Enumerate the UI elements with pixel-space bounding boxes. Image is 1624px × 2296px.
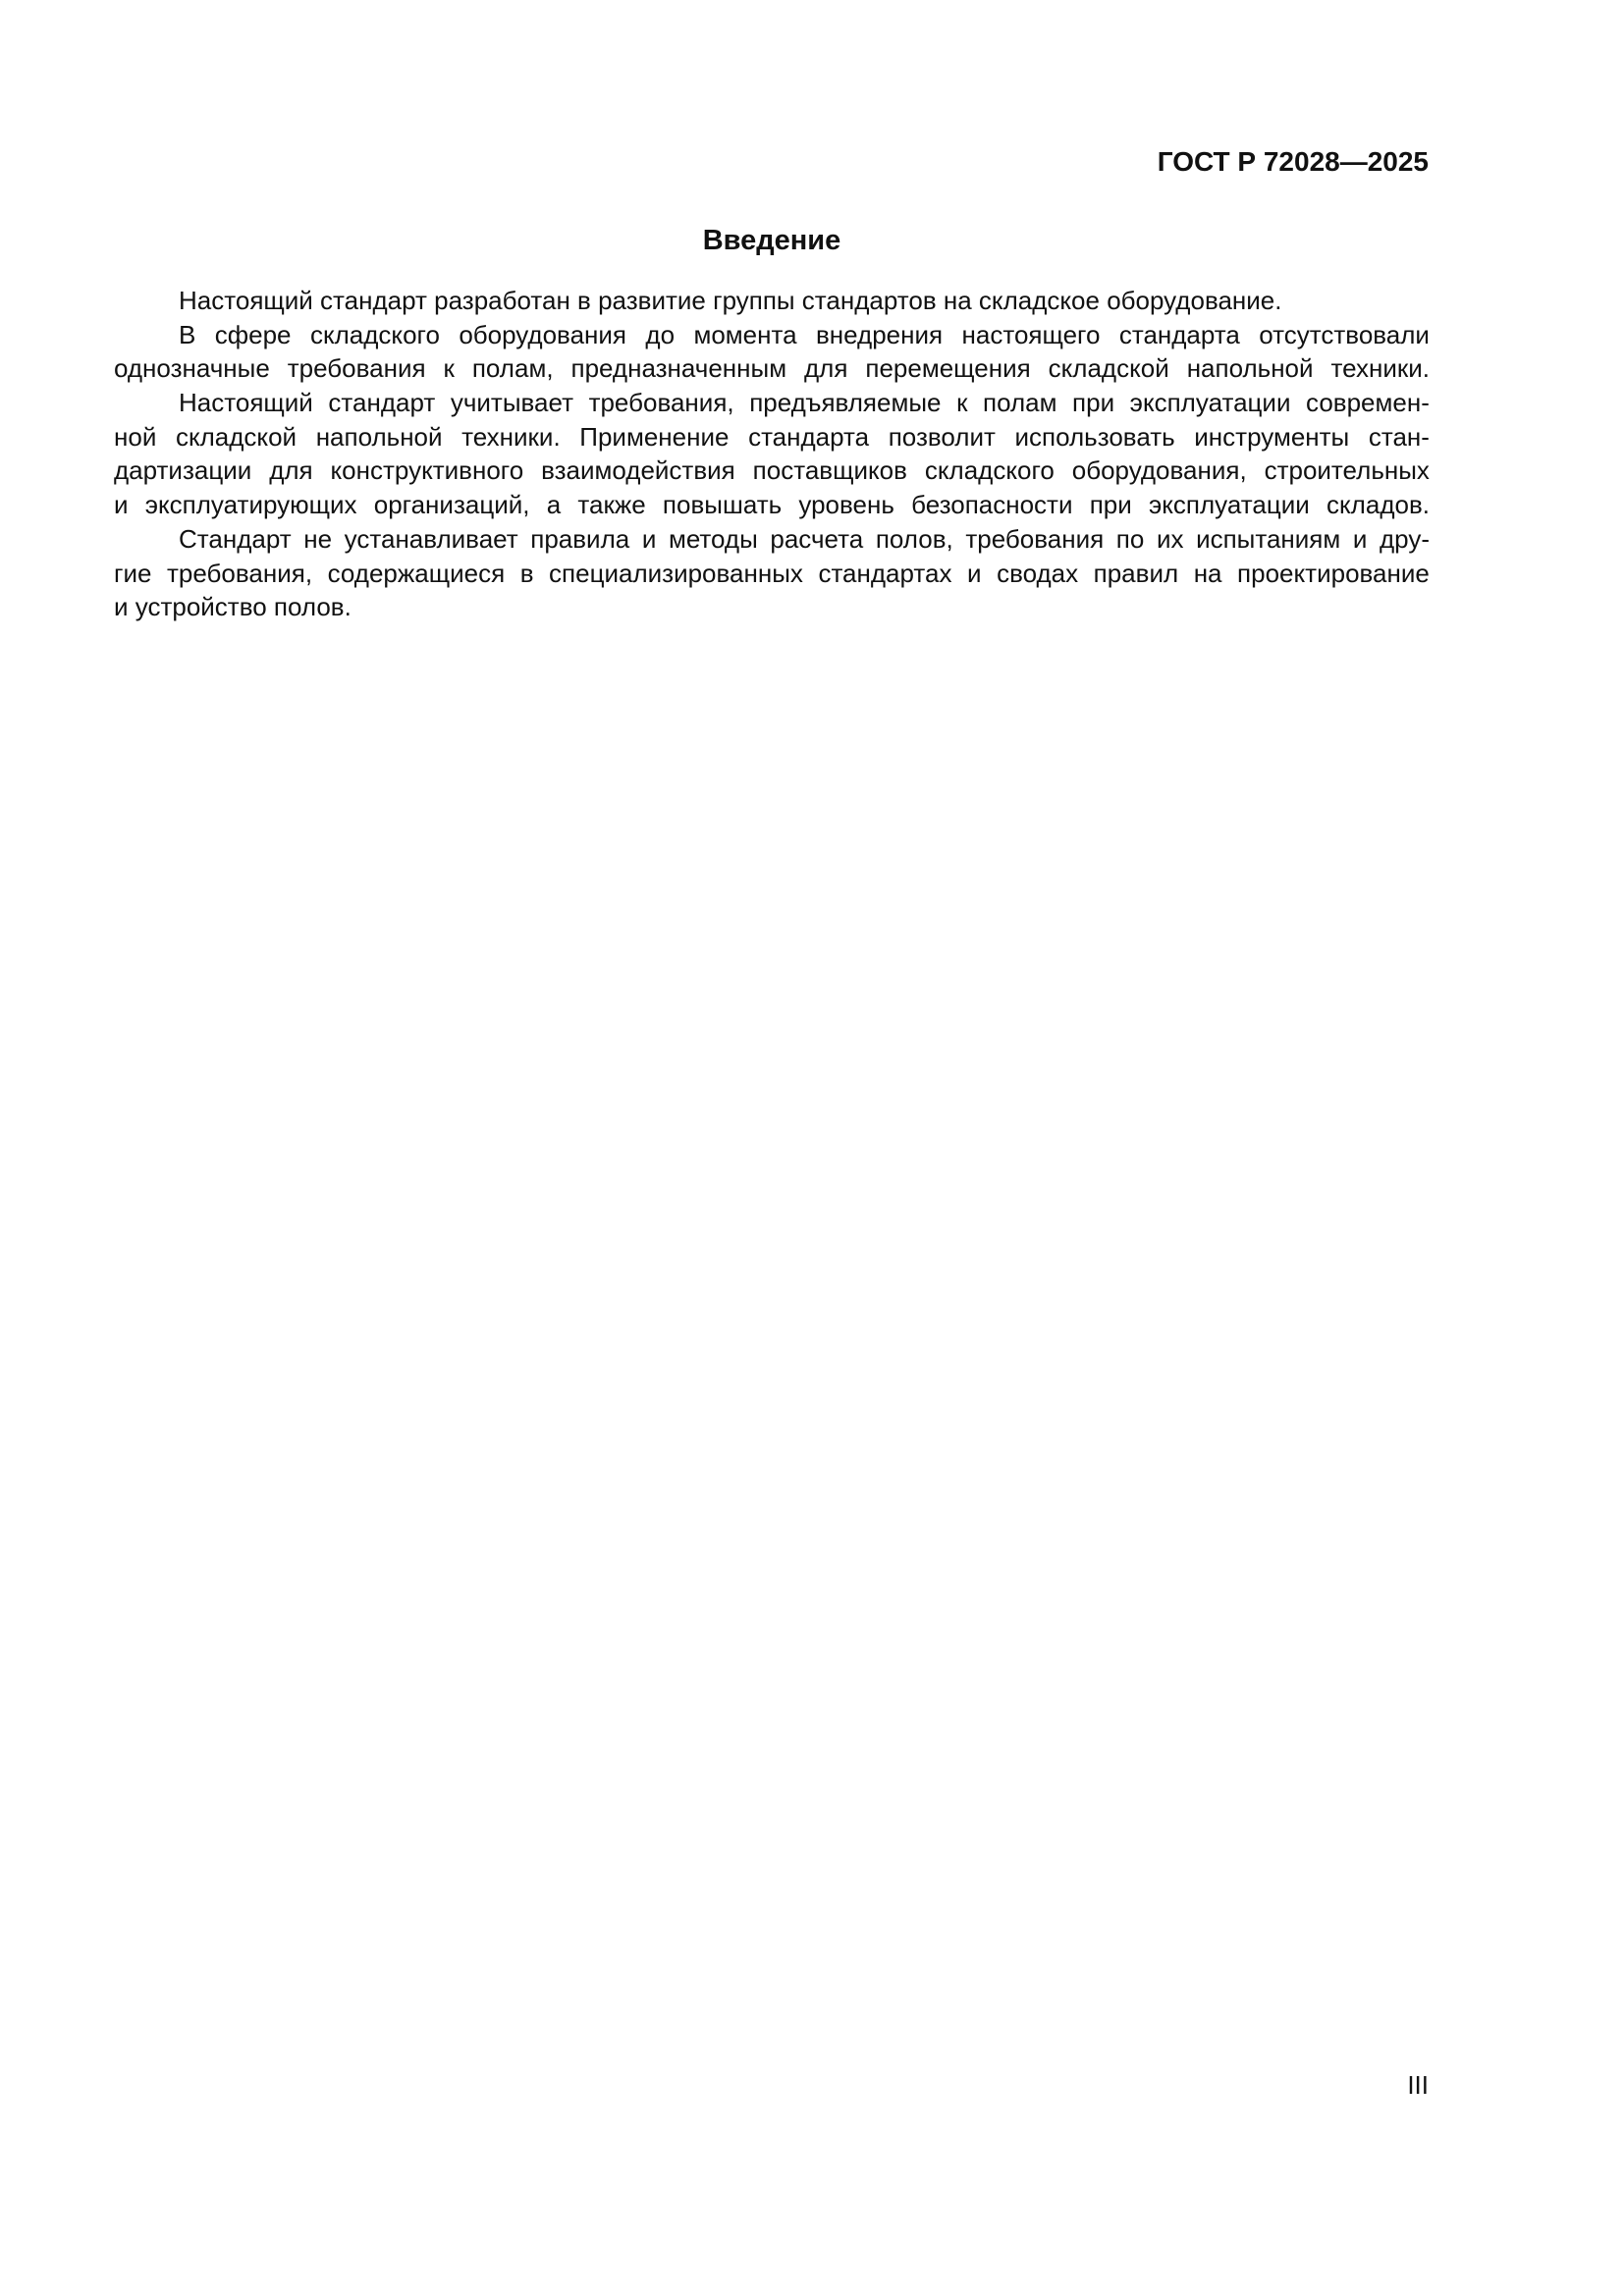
word: поставщиков (752, 455, 907, 486)
word: строительных (1264, 455, 1430, 486)
word: требования, (588, 388, 734, 418)
word: правила (530, 523, 630, 554)
word: Стандарт (179, 523, 292, 554)
word: оборудования, (1071, 455, 1247, 486)
word: для (269, 455, 313, 486)
word: также (577, 490, 646, 520)
page-number: III (1407, 2070, 1429, 2100)
word: стандарта (1118, 319, 1240, 349)
text-line (114, 454, 1430, 488)
word: использовать (1014, 421, 1175, 452)
word: требования (965, 523, 1105, 554)
word: правил (1093, 558, 1179, 588)
word: стандарт (328, 388, 436, 418)
word: В (179, 319, 196, 349)
word: конструктивного (330, 455, 524, 486)
word: складов. (1326, 490, 1430, 520)
word: к (443, 353, 455, 384)
word: не (303, 523, 333, 554)
word: сводах (997, 558, 1079, 588)
word: их (1156, 523, 1184, 554)
word: и (114, 490, 129, 520)
word: стан- (1368, 421, 1430, 452)
word: гие (114, 558, 152, 588)
word: складского (309, 319, 440, 349)
word: взаимодействия (541, 455, 735, 486)
text-block (114, 284, 1430, 624)
text-line: и устройство полов. (114, 592, 352, 622)
word: эксплуатирующих (144, 490, 357, 520)
word: в (519, 558, 534, 588)
word: сфере (214, 319, 292, 349)
word: Настоящий (179, 388, 313, 418)
word: при (1089, 490, 1132, 520)
text-line (114, 522, 1430, 557)
word: внедрения (815, 319, 944, 349)
document-code: ГОСТ Р 72028—2025 (1157, 146, 1429, 177)
word: организаций, (373, 490, 530, 520)
word: складской (1048, 353, 1169, 384)
word: методы (668, 523, 758, 554)
word: техники. (461, 421, 561, 452)
word: содержащиеся (327, 558, 506, 588)
text-line (114, 351, 1430, 386)
word: а (546, 490, 562, 520)
word: Применение (579, 421, 730, 452)
word: устанавливает (344, 523, 518, 554)
page-title: Введение (702, 225, 841, 256)
word: оборудования (459, 319, 627, 349)
word: настоящего (961, 319, 1101, 349)
word: дру- (1379, 523, 1430, 554)
word: предъявляемые (749, 388, 942, 418)
word: предназначенным (570, 353, 787, 384)
word: напольной (315, 421, 443, 452)
text-line: Настоящий стандарт разработан в развитие группы стандартов на складское оборудование. (179, 286, 1282, 315)
word: стандарта (748, 421, 870, 452)
word: напольной (1186, 353, 1314, 384)
word: современ- (1306, 388, 1430, 418)
word: расчета (770, 523, 864, 554)
word: учитывает (450, 388, 573, 418)
text-line (114, 488, 1430, 522)
word: на (1193, 558, 1222, 588)
word: полам, (471, 353, 554, 384)
word: инструменты (1194, 421, 1350, 452)
word: позволит (888, 421, 996, 452)
word: складского (924, 455, 1055, 486)
word: полам (983, 388, 1057, 418)
word: отсутствовали (1259, 319, 1430, 349)
word: повышать (662, 490, 783, 520)
word: перемещения (865, 353, 1031, 384)
word: безопасности (911, 490, 1073, 520)
word: техники. (1330, 353, 1430, 384)
word: проектирование (1237, 558, 1430, 588)
word: испытаниям (1196, 523, 1341, 554)
text-line (114, 557, 1430, 591)
word: момента (693, 319, 797, 349)
word: эксплуатации (1129, 388, 1291, 418)
word: дартизации (114, 455, 252, 486)
word: для (804, 353, 848, 384)
word: и (641, 523, 657, 554)
word: и (1352, 523, 1368, 554)
word: полов, (875, 523, 953, 554)
word: эксплуатации (1149, 490, 1310, 520)
word: специализированных (549, 558, 803, 588)
word: требования, (167, 558, 313, 588)
text-line (114, 386, 1430, 420)
word: стандартах (818, 558, 952, 588)
text-line (114, 420, 1430, 454)
text-line (114, 318, 1430, 352)
word: складской (175, 421, 298, 452)
word: при (1072, 388, 1115, 418)
word: по (1115, 523, 1145, 554)
word: требования (287, 353, 426, 384)
word: ной (114, 421, 157, 452)
word: к (956, 388, 968, 418)
word: и (967, 558, 982, 588)
word: до (645, 319, 676, 349)
word: однозначные (114, 353, 270, 384)
word: уровень (798, 490, 894, 520)
